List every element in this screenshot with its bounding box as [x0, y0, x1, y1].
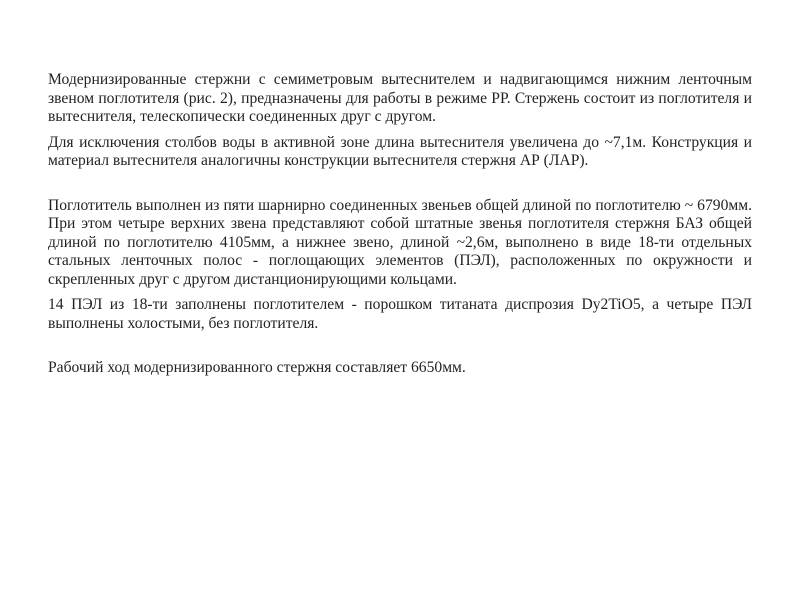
paragraph-displacer-length: Для исключения столбов воды в активной зоне длина вытеснителя увеличена до ~7,1м. Конструкция и материал вытеснителя аналогичны конструкции вытеснителя стержня АР (ЛАР).: [48, 133, 752, 169]
spacer: [48, 171, 752, 197]
paragraph-working-stroke: Рабочий ход модернизированного стержня составляет 6650мм.: [48, 359, 466, 376]
text-block: [48, 71, 752, 378]
paragraph-absorber-elements: 14 ПЭЛ из 18-ти заполнены поглотителем - порошком титаната диспрозия Dy2TiO5, а четыре ПЭЛ выполнены холостыми, без поглотителя.: [48, 296, 752, 332]
paragraph-absorber-structure: Поглотитель выполнен из пяти шарнирно соединенных звеньев общей длиной по поглотителю ~ 6790мм. При этом четыре верхних звена представляют собой штатные звенья поглотителя стержня БАЗ общей длиной по поглотителю 4105мм, а нижнее звено, длиной ~2,6м, выполнено в виде 18-ти отдельных стальных ленточных полос - поглощающих элементов (ПЭЛ), расположенных по окружности и скрепленных друг с другом дистанционирующими кольцами.: [48, 196, 752, 288]
spacer: [48, 333, 752, 359]
spacer: [48, 289, 752, 296]
paragraph-rods-description: Модернизированные стержни с семиметровым вытеснителем и надвигающимся нижним ленточным звеном поглотителя (рис. 2), предназначены для работы в режиме РР. Стержень состоит из поглотителя и вытеснителя, телескопически соединенных друг с другом.: [48, 71, 752, 125]
spacer: [48, 127, 752, 134]
